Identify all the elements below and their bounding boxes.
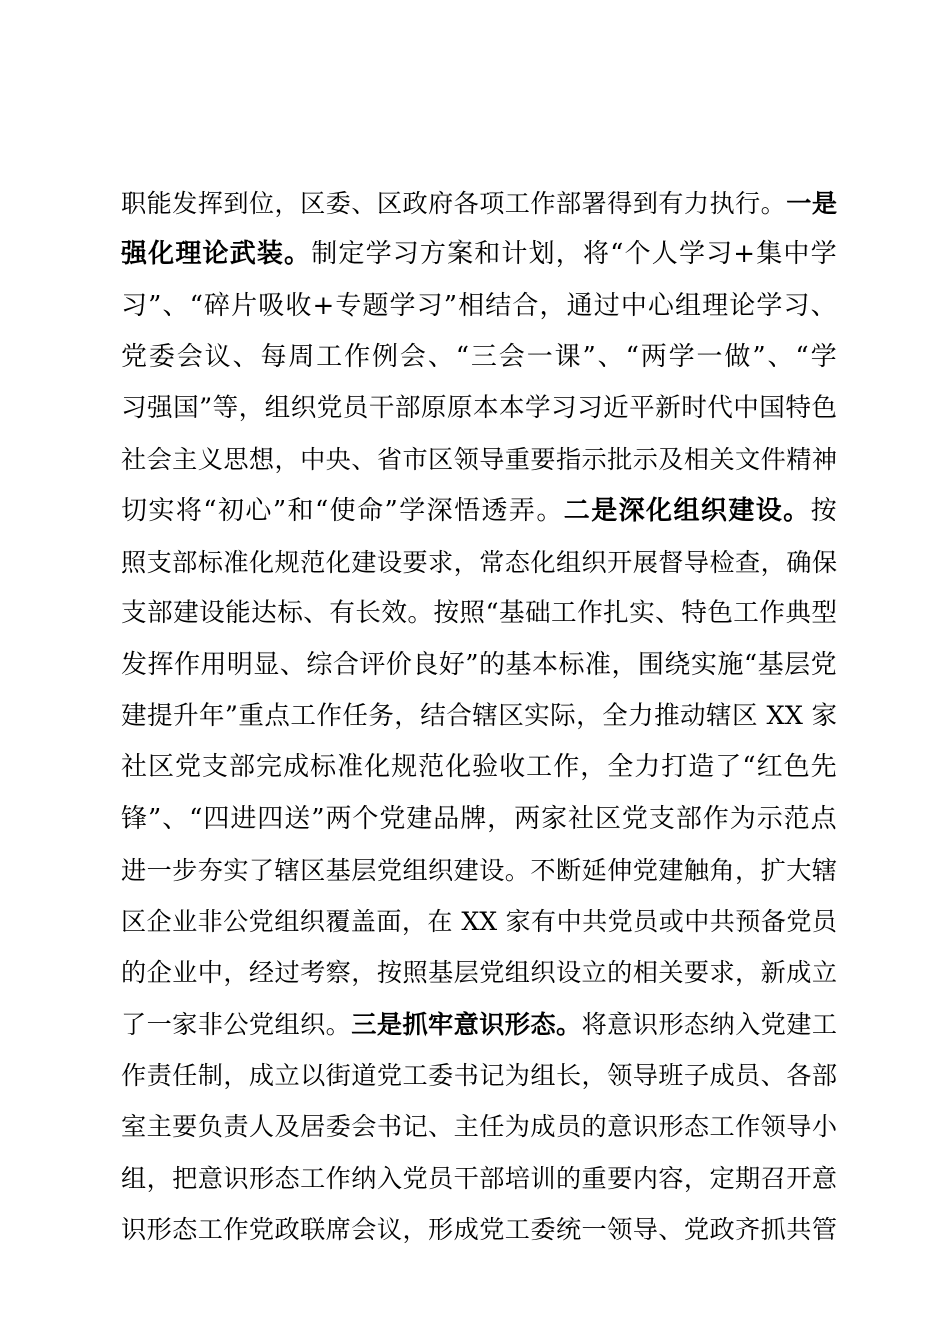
text-line: [121, 1050, 837, 1101]
text-line: [121, 742, 837, 793]
body-text: 社区党支部完成标准化规范化验收工作，全力打造了“红色先: [121, 752, 837, 783]
text-line: [121, 537, 837, 588]
body-text: 职能发挥到位，区委、区政府各项工作部署得到有力执行。: [121, 189, 787, 218]
bold-heading-text: 三是抓牢意识形态。: [351, 1008, 582, 1039]
text-line: [121, 486, 837, 537]
text-line: [121, 332, 837, 383]
body-text: 锋”、“四进四送”两个党建品牌，两家社区党支部作为示范点: [121, 803, 837, 834]
text-line: [121, 691, 837, 742]
body-paragraph: [121, 178, 837, 1255]
body-text: 制定学习方案和计划，将“个人学习+集中学: [311, 239, 837, 270]
body-text: 识形态工作党政联席会议，形成党工委统一领导、党政齐抓共管: [121, 1214, 837, 1244]
text-line: [121, 229, 837, 280]
bold-heading-text: 强化理论武装。: [121, 239, 312, 270]
body-text: 室主要负责人及居委会书记、主任为成员的意识形态工作领导小: [121, 1112, 837, 1142]
body-text: 区企业非公党组织覆盖面，在 XX 家有中共党员或中共预备党员: [121, 907, 837, 937]
text-line: [121, 896, 837, 947]
text-line: [121, 999, 837, 1050]
text-line: [121, 178, 837, 229]
text-line: [121, 845, 837, 896]
text-line: [121, 588, 837, 639]
body-text: 照支部标准化规范化建设要求，常态化组织开展督导检查，确保: [121, 548, 837, 578]
body-text: 党委会议、每周工作例会、“三会一课”、“两学一做”、“学: [121, 341, 837, 372]
body-text: 社会主义思想，中央、省市区领导重要指示批示及相关文件精神: [121, 445, 837, 475]
body-text: 发挥作用明显、综合评价良好”的基本标准，围绕实施“基层党: [121, 649, 837, 680]
body-text: 组，把意识形态工作纳入党员干部培训的重要内容，定期召开意: [121, 1163, 837, 1193]
text-line: [121, 1101, 837, 1152]
body-text: 支部建设能达标、有长效。按照“基础工作扎实、特色工作典型: [121, 598, 837, 629]
body-text: 习强国”等，组织党员干部原原本本学习习近平新时代中国特色: [121, 393, 837, 424]
text-line: [121, 1204, 837, 1255]
body-text: 按: [810, 495, 837, 526]
body-text: 了一家非公党组织。: [121, 1009, 352, 1039]
body-text: 习”、“碎片吸收+专题学习”相结合，通过中心组理论学习、: [121, 290, 837, 321]
text-line: [121, 281, 837, 332]
text-line: [121, 1153, 837, 1204]
text-line: [121, 383, 837, 434]
body-text: 建提升年”重点工作任务，结合辖区实际，全力推动辖区 XX 家: [121, 700, 837, 731]
text-line: [121, 794, 837, 845]
text-line: [121, 640, 837, 691]
body-text: 进一步夯实了辖区基层党组织建设。不断延伸党建触角，扩大辖: [121, 855, 837, 885]
body-text: 的企业中，经过考察，按照基层党组织设立的相关要求，新成立: [121, 958, 837, 988]
body-text: 将意识形态纳入党建工: [581, 1009, 838, 1039]
bold-heading-text: 一是: [786, 188, 838, 218]
bold-heading-text: 二是深化组织建设。: [563, 495, 811, 526]
text-line: [121, 434, 837, 485]
body-text: 切实将“初心”和“使命”学深悟透弄。: [121, 495, 564, 526]
body-text: 作责任制，成立以街道党工委书记为组长，领导班子成员、各部: [121, 1061, 837, 1091]
text-line: [121, 947, 837, 998]
